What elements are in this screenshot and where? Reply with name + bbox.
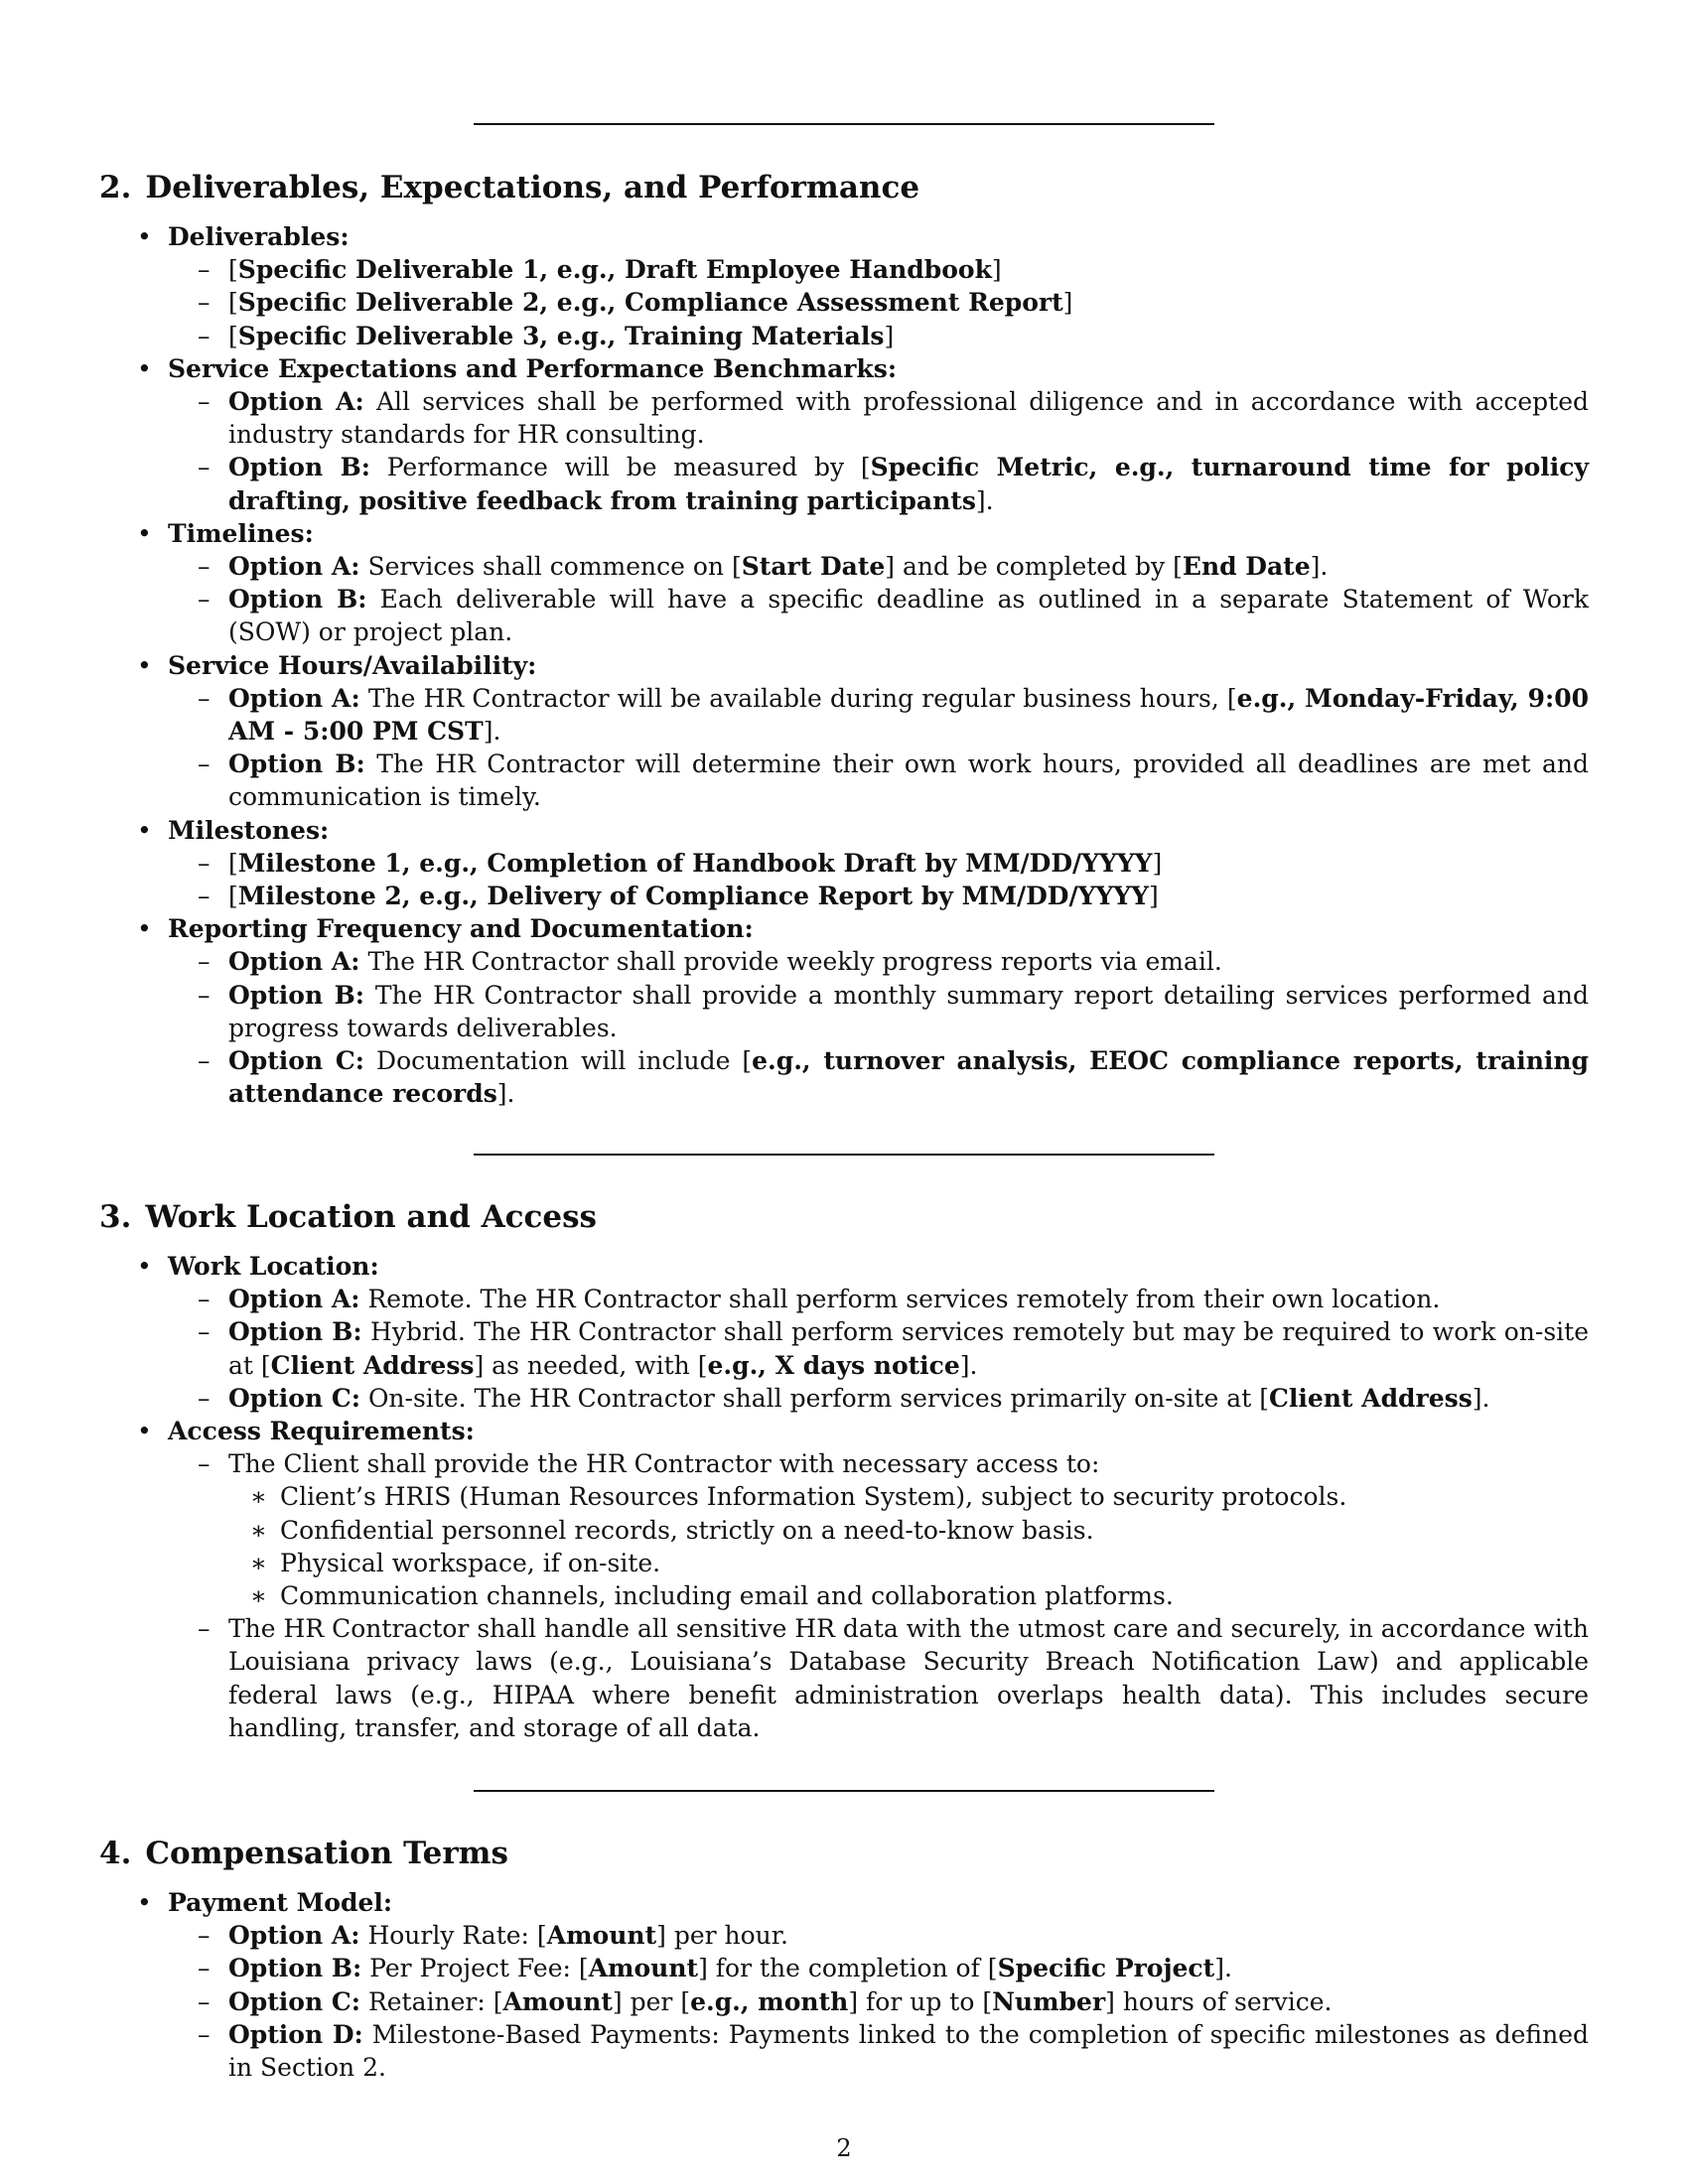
body-text: and be completed by <box>903 552 1166 582</box>
section-3 <box>99 1198 1589 1744</box>
item-label: Timelines: <box>168 518 314 548</box>
milestone-2: – [Milestone 2, e.g., Delivery of Compliance Report by MM/DD/YYYY] <box>168 880 1589 912</box>
item-label: Deliverables: <box>168 222 350 251</box>
bold-placeholder-text: Amount <box>588 1954 699 1983</box>
bold-placeholder-text: Client Address <box>1268 1383 1473 1413</box>
bold-placeholder-text: Specific Metric, e.g., turnaround time for policy drafting, positive feedback from training participants <box>228 453 1590 515</box>
expectations-option-b: – Option B: Performance will be measured by [Specific Metric, e.g., turnaround time for policy drafting, positive feedback from training participants]. <box>168 451 1589 516</box>
list-item-milestones <box>99 814 1589 913</box>
section-3-heading <box>99 1198 1589 1236</box>
section-title: Compensation Terms <box>145 1836 508 1871</box>
bold-placeholder-text: Start Date <box>741 552 886 582</box>
bold-placeholder-text: Option B: <box>228 585 367 614</box>
section-2-heading <box>99 169 1589 206</box>
section-2-list <box>99 220 1589 1110</box>
payment-option-a: – Option A: Hourly Rate: [Amount] per hour. <box>168 1919 1589 1952</box>
body-text: Documentation will include <box>376 1046 731 1076</box>
bold-placeholder-text: Number <box>992 1986 1106 2016</box>
hours-option-a: – Option A: The HR Contractor will be available during regular business hours, [e.g., Monday-Friday, 9:00 AM - 5:00 PM CST]. <box>168 682 1589 748</box>
bold-placeholder-text: Option B: <box>228 750 365 779</box>
section-4 <box>99 1835 1589 2084</box>
list-item-hours <box>99 649 1589 814</box>
bold-placeholder-text: Specific Deliverable 2, e.g., Compliance Assessment Report <box>237 288 1063 318</box>
expectations-option-a <box>168 385 1589 451</box>
section-divider-3-4 <box>474 1790 1214 1792</box>
reporting-option-b <box>168 979 1589 1044</box>
bold-placeholder-text: Specific Project <box>997 1954 1215 1983</box>
bold-placeholder-text: e.g., X days notice <box>707 1350 960 1380</box>
bold-placeholder-text: e.g., turnover analysis, EEOC compliance reports, training attendance records <box>228 1046 1590 1109</box>
bold-placeholder-text: Option C: <box>228 1383 360 1413</box>
section-number: 3. <box>99 1199 132 1235</box>
body-text: Remote. The HR Contractor shall perform services remotely from their own location. <box>367 1285 1441 1314</box>
list-item-timelines <box>99 517 1589 649</box>
bold-placeholder-text: Milestone 2, e.g., Delivery of Compliance Report by MM/DD/YYYY <box>237 882 1150 911</box>
reporting-option-c: – Option C: Documentation will include [e.g., turnover analysis, EEOC compliance reports, training attendance records]. <box>168 1044 1589 1110</box>
bold-placeholder-text: Specific Deliverable 3, e.g., Training Materials <box>237 321 885 350</box>
section-number: 2. <box>99 170 132 205</box>
page-number: 2 <box>836 2134 852 2162</box>
section-title: Work Location and Access <box>145 1199 598 1235</box>
body-text: for up to <box>866 1986 975 2016</box>
access-item-2: ∗ Confidential personnel records, strictly on a need-to-know basis. <box>228 1514 1589 1547</box>
deliverable-3: – [Specific Deliverable 3, e.g., Training Materials] <box>168 320 1589 352</box>
location-option-a <box>168 1283 1589 1315</box>
body-text: per <box>630 1986 673 2016</box>
body-text: for the completion of <box>715 1954 980 1983</box>
bold-placeholder-text: Option A: <box>228 1921 360 1951</box>
timelines-option-b <box>168 583 1589 648</box>
data-handling: – The HR Contractor shall handle all sensitive HR data with the utmost care and securely, in accordance with Louisiana privacy laws (e.g., Louisiana’s Database Security Breach Notification Law) and applicable federal laws (e.g., HIPAA where benefit administration overlaps health data). This includes secure handling, transfer, and storage of all data. <box>168 1612 1589 1744</box>
location-option-c: – Option C: On-site. The HR Contractor shall perform services primarily on-site at [Client Address]. <box>168 1382 1589 1415</box>
timelines-option-a: – Option A: Services shall commence on [Start Date] and be completed by [End Date]. <box>168 550 1589 583</box>
bold-placeholder-text: Amount <box>546 1921 657 1951</box>
milestone-1: – [Milestone 1, e.g., Completion of Handbook Draft by MM/DD/YYYY] <box>168 847 1589 880</box>
section-4-heading <box>99 1835 1589 1872</box>
bold-placeholder-text: Option B: <box>228 980 365 1010</box>
section-3-list <box>99 1250 1589 1744</box>
list-item-access <box>99 1415 1589 1744</box>
section-divider-top <box>474 123 1214 125</box>
bold-placeholder-text: Option B: <box>228 1954 362 1983</box>
access-item-1: ∗ Client’s HRIS (Human Resources Information System), subject to security protocols. <box>228 1480 1589 1513</box>
bold-placeholder-text: Option A: <box>228 1285 360 1314</box>
body-text: hours of service. <box>1122 1986 1333 2016</box>
body-text: On-site. The HR Contractor shall perform services primarily on-site at <box>367 1383 1252 1413</box>
item-label: Milestones: <box>168 815 330 845</box>
access-item-4: ∗ Communication channels, including email and collaboration platforms. <box>228 1579 1589 1612</box>
bold-placeholder-text: Amount <box>502 1986 613 2016</box>
bold-placeholder-text: e.g., Monday-Friday, 9:00 AM - 5:00 PM CST <box>228 683 1589 747</box>
body-text: The HR Contractor shall provide a monthly summary report detailing services performed and progress towards deliverables. <box>228 980 1589 1042</box>
item-label: Access Requirements: <box>168 1417 475 1446</box>
bold-placeholder-text: Specific Deliverable 1, e.g., Draft Employee Handbook <box>237 255 992 285</box>
item-label: Payment Model: <box>168 1888 393 1917</box>
bold-placeholder-text: Option C: <box>228 1986 360 2016</box>
access-item-3: ∗ Physical workspace, if on-site. <box>228 1547 1589 1579</box>
body-text: Performance will be measured by <box>386 453 845 482</box>
reporting-option-a <box>168 945 1589 978</box>
section-4-list <box>99 1886 1589 2084</box>
payment-option-b: – Option B: Per Project Fee: [Amount] for the completion of [Specific Project]. <box>168 1952 1589 1984</box>
bold-placeholder-text: Option A: <box>228 552 360 582</box>
item-label: Service Hours/Availability: <box>168 650 537 680</box>
bold-placeholder-text: End Date <box>1182 552 1311 582</box>
item-label: Service Expectations and Performance Benchmarks: <box>168 353 898 383</box>
payment-option-d <box>168 2018 1589 2084</box>
bold-placeholder-text: Option D: <box>228 2019 363 2049</box>
section-number: 4. <box>99 1836 132 1871</box>
payment-option-c: – Option C: Retainer: [Amount] per [e.g., month] for up to [Number] hours of service. <box>168 1985 1589 2018</box>
access-intro <box>168 1447 1589 1612</box>
bold-placeholder-text: Option A: <box>228 947 360 977</box>
item-label: Reporting Frequency and Documentation: <box>168 914 754 944</box>
list-item-reporting <box>99 912 1589 1110</box>
body-text: as needed, with <box>492 1350 690 1380</box>
bold-placeholder-text: Option B: <box>228 1317 362 1347</box>
body-text: The Client shall provide the HR Contractor with necessary access to: <box>228 1449 1100 1479</box>
item-label: Work Location: <box>168 1252 379 1281</box>
body-text: Retainer: <box>367 1986 486 2016</box>
list-item-work-location <box>99 1250 1589 1415</box>
body-text: Hourly Rate: <box>367 1921 529 1951</box>
list-item-deliverables <box>99 220 1589 352</box>
body-text: All services shall be performed with professional diligence and in accordance with accepted industry standards for HR consulting. <box>228 387 1590 450</box>
body-text: The HR Contractor will be available during regular business hours, <box>367 683 1219 713</box>
list-item-payment-model <box>99 1886 1589 2084</box>
bold-placeholder-text: Option A: <box>228 387 364 417</box>
body-text: per hour. <box>673 1921 788 1951</box>
body-text: The HR Contractor will determine their own work hours, provided all deadlines are met and communication is timely. <box>228 750 1590 812</box>
list-item-expectations <box>99 352 1589 517</box>
body-text: Per Project Fee: <box>369 1954 571 1983</box>
bold-placeholder-text: Milestone 1, e.g., Completion of Handbook Draft by MM/DD/YYYY <box>237 848 1153 878</box>
body-text: The HR Contractor shall provide weekly progress reports via email. <box>367 947 1222 977</box>
bold-placeholder-text: Option C: <box>228 1046 365 1076</box>
deliverable-1: – [Specific Deliverable 1, e.g., Draft Employee Handbook] <box>168 253 1589 286</box>
bold-placeholder-text: Client Address <box>270 1350 475 1380</box>
body-text: Milestone-Based Payments: Payments linked to the completion of specific milestones as defined in Section 2. <box>228 2019 1589 2083</box>
section-divider-2-3 <box>474 1154 1214 1156</box>
body-text: Hybrid. The HR Contractor shall perform services remotely but may be required to work on-site at <box>228 1317 1589 1380</box>
bold-placeholder-text: Option B: <box>228 453 370 482</box>
section-title: Deliverables, Expectations, and Performance <box>145 170 920 205</box>
hours-option-b <box>168 748 1589 813</box>
section-2 <box>99 169 1589 1110</box>
body-text: Each deliverable will have a specific deadline as outlined in a separate Statement of Work (SOW) or project plan. <box>228 585 1589 647</box>
location-option-b: – Option B: Hybrid. The HR Contractor shall perform services remotely but may be required to work on-site at [Client Address] as needed, with [e.g., X days notice]. <box>168 1315 1589 1381</box>
bold-placeholder-text: Option A: <box>228 683 360 713</box>
body-text: Services shall commence on <box>367 552 725 582</box>
deliverable-2: – [Specific Deliverable 2, e.g., Compliance Assessment Report] <box>168 286 1589 319</box>
bold-placeholder-text: e.g., month <box>690 1986 849 2016</box>
